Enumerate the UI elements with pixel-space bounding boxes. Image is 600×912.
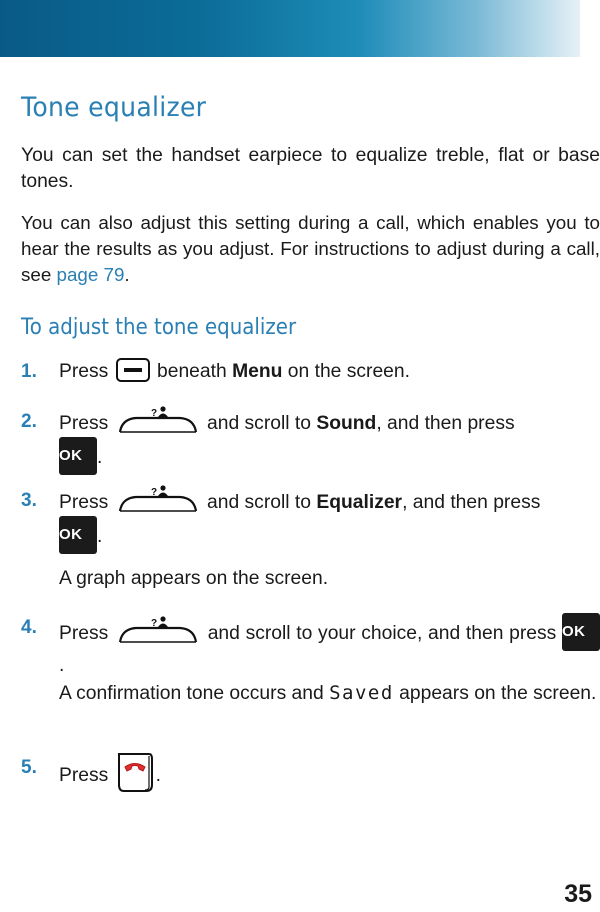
page-link[interactable]: page 79 (56, 264, 125, 285)
step-2 (59, 409, 600, 477)
step-3-press: Press (59, 492, 109, 514)
ok-key-icon: OK (59, 437, 97, 475)
step-number-1: 1. (21, 361, 37, 382)
step-1-menu: Menu (232, 361, 283, 382)
step-3-note: A graph appears on the screen. (59, 568, 329, 589)
step-5-press: Press (59, 765, 109, 787)
step-number-5: 5. (21, 757, 37, 778)
intro-paragraph-1: You can set the handset earpiece to equalize treble, flat or base tones. (21, 145, 600, 192)
section-title: To adjust the tone equalizer (21, 315, 297, 340)
navigation-key-icon (118, 615, 198, 645)
end-call-key-icon (116, 751, 154, 793)
step-2-end: . (97, 447, 103, 469)
intro-paragraph-2 (21, 210, 600, 288)
step-1-end: on the screen. (287, 361, 410, 382)
page-number: 35 (564, 880, 592, 908)
svg-text:?: ? (150, 408, 157, 419)
intro-paragraph-2-end: . (124, 264, 130, 285)
header-band (0, 0, 580, 57)
intro-paragraph-2-text: You can also adjust this setting during a call, which enables you to hear the results as you adjust. For instructions to adjust during a call, see (21, 212, 600, 285)
ok-key-icon: OK (59, 516, 97, 554)
step-4-note (59, 680, 600, 707)
step-2-sound: Sound (316, 413, 377, 435)
step-2-scroll: and scroll to (207, 413, 311, 435)
svg-text:?: ? (151, 618, 158, 629)
step-3 (59, 488, 600, 556)
step-4-scroll: and scroll to your choice, and then press (207, 623, 557, 645)
step-3-scroll: and scroll to (207, 492, 311, 514)
navigation-key-icon (118, 405, 198, 435)
saved-display-text: Saved (329, 682, 394, 704)
step-3-equalizer: Equalizer (316, 492, 403, 514)
step-5-end: . (155, 765, 162, 787)
step-1-beneath: beneath (157, 361, 227, 382)
step-1 (59, 359, 600, 385)
step-3-end: . (97, 526, 103, 548)
ok-key-icon: OK (562, 613, 600, 651)
step-4-end: . (59, 655, 65, 676)
step-4 (59, 615, 600, 679)
step-1-press: Press (59, 361, 109, 382)
step-4-note-a: A confirmation tone occurs and (59, 683, 324, 704)
step-number-2: 2. (21, 411, 37, 432)
step-2-press: Press (59, 413, 109, 435)
page-title: Tone equalizer (21, 92, 207, 123)
step-2-then: , and then press (376, 413, 515, 435)
step-4-press: Press (59, 623, 109, 645)
svg-text:?: ? (150, 487, 157, 498)
step-number-3: 3. (21, 490, 37, 511)
navigation-key-icon (118, 484, 198, 514)
step-5 (59, 755, 600, 797)
step-4-note-b: appears on the screen. (399, 683, 597, 704)
step-3-then: , and then press (402, 492, 541, 514)
step-number-4: 4. (21, 617, 37, 638)
softkey-icon (116, 358, 150, 382)
